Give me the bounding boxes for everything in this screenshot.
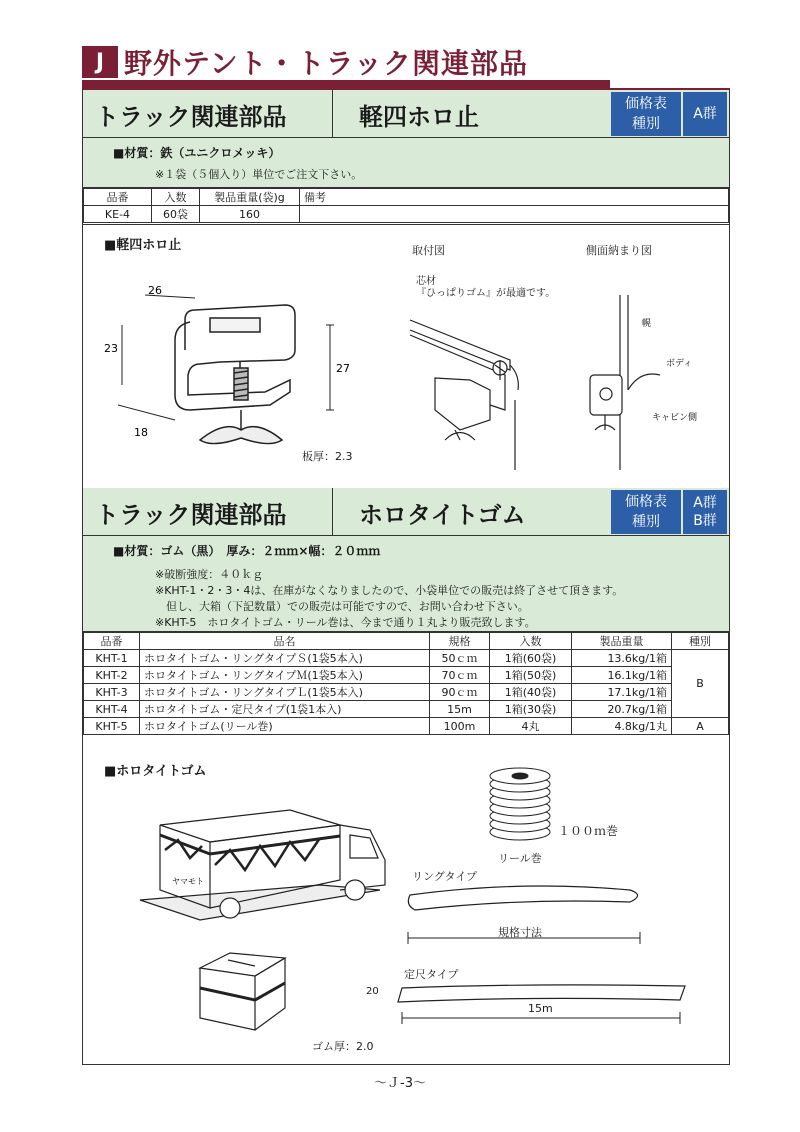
table-row bbox=[84, 684, 729, 701]
table-cell: 1箱(60袋) bbox=[490, 650, 572, 667]
col-header: 規格 bbox=[430, 633, 490, 650]
section2-header bbox=[83, 488, 729, 536]
table-row bbox=[84, 667, 729, 684]
fixed-width: 20 bbox=[366, 986, 379, 997]
col-header: 製品重量(袋)g bbox=[200, 189, 300, 206]
col-header: 入数 bbox=[490, 633, 572, 650]
group-b-label: B群 bbox=[693, 513, 717, 529]
section2-drawing-title: ■ホロタイトゴム bbox=[104, 764, 207, 779]
table-cell: KHT-5 bbox=[84, 718, 140, 735]
col-header: 種別 bbox=[672, 633, 729, 650]
truck-illustration bbox=[120, 780, 400, 940]
table-cell: KE-4 bbox=[84, 206, 152, 223]
mount-illustration bbox=[400, 290, 540, 470]
table-cell: 17.1kg/1箱 bbox=[572, 684, 672, 701]
section2-note: ※KHT-1・2・3・4は、在庫がなくなりましたので、小袋単位での販売は終了させて頂きます。 bbox=[155, 584, 624, 597]
table-cell: ホロタイトゴム・リングタイプＬ(1袋5本入) bbox=[140, 684, 430, 701]
table-cell: ホロタイトゴム・リングタイプＭ(1袋5本入) bbox=[140, 667, 430, 684]
section1-price-box bbox=[611, 92, 681, 136]
side-label-2: ボディ bbox=[666, 359, 693, 369]
table-cell: 1箱(30袋) bbox=[490, 701, 572, 718]
table-cell: 1箱(50袋) bbox=[490, 667, 572, 684]
section2-category: トラック関連部品 bbox=[83, 488, 333, 536]
table-cell: 70ｃｍ bbox=[430, 667, 490, 684]
box-illustration bbox=[190, 948, 300, 1038]
section1-material: ■材質：鉄（ユニクロメッキ） bbox=[113, 146, 281, 160]
ring-type-label: リングタイプ bbox=[412, 870, 478, 883]
section1-header bbox=[83, 90, 729, 138]
section2-material-band bbox=[83, 536, 729, 632]
col-header: 製品重量 bbox=[572, 633, 672, 650]
dim-width: 26 bbox=[148, 284, 162, 297]
table-cell: 160 bbox=[200, 206, 300, 223]
table-row bbox=[84, 701, 729, 718]
price-label: 価格表 bbox=[625, 494, 667, 510]
page-number: ～Ｊ-3～ bbox=[374, 1076, 426, 1091]
section2-material: ■材質：ゴム（黒） 厚み：２ｍｍ×幅：２０ｍｍ bbox=[113, 544, 381, 558]
table-cell: KHT-2 bbox=[84, 667, 140, 684]
section2-price-box bbox=[611, 490, 681, 534]
section1-note: ※１袋（５個入り）単位でご注文下さい。 bbox=[155, 168, 363, 181]
table-cell: KHT-3 bbox=[84, 684, 140, 701]
col-header: 備考 bbox=[300, 189, 729, 206]
table-cell: ホロタイトゴム・定尺タイプ(1袋1本入) bbox=[140, 701, 430, 718]
table-cell: 4.8kg/1丸 bbox=[572, 718, 672, 735]
mount-title: 取付図 bbox=[412, 244, 445, 257]
table-cell: 20.7kg/1箱 bbox=[572, 701, 672, 718]
side-illustration bbox=[580, 290, 730, 470]
fixed-length: 15m bbox=[528, 1002, 553, 1015]
col-header: 品番 bbox=[84, 633, 140, 650]
table-row bbox=[84, 206, 729, 223]
section1-drawing-title: ■軽四ホロ止 bbox=[104, 238, 182, 253]
dim-total: 27 bbox=[336, 362, 350, 375]
section2-note: ※KHT-5 ホロタイトゴム・リール巻は、今まで通り１丸より販売致します。 bbox=[155, 616, 536, 629]
side-label-3: キャビン側 bbox=[652, 413, 698, 423]
table-cell: 15m bbox=[430, 701, 490, 718]
category-badge: J bbox=[82, 46, 118, 78]
table-cell: ホロタイトゴム・リングタイプＳ(1袋5本入) bbox=[140, 650, 430, 667]
side-title: 側面納まり図 bbox=[586, 244, 652, 257]
table-cell: 60袋 bbox=[152, 206, 200, 223]
table-cell: 1箱(40袋) bbox=[490, 684, 572, 701]
rubber-thickness: ゴム厚：2.0 bbox=[312, 1040, 374, 1053]
table-cell-group: A bbox=[672, 718, 729, 735]
reel-illustration bbox=[480, 762, 560, 842]
group-a-label: A群 bbox=[693, 495, 717, 511]
ring-dim-label: 規格寸法 bbox=[498, 926, 542, 939]
table-cell: 16.1kg/1箱 bbox=[572, 667, 672, 684]
mount-note-2: 『ひっぱりゴム』が最適です。 bbox=[416, 288, 556, 299]
section2-note: 但し、大箱（下記数量）での販売は可能ですので、お問い合わせ下さい。 bbox=[155, 600, 529, 613]
page-title: 野外テント・トラック関連部品 bbox=[124, 47, 529, 80]
section2-note: ※破断強度：４０ｋｇ bbox=[155, 568, 264, 581]
table-cell: 13.6kg/1箱 bbox=[572, 650, 672, 667]
table-row bbox=[84, 650, 729, 667]
plate-thickness: 板厚：2.3 bbox=[302, 450, 353, 463]
section2-name: ホロタイトゴム bbox=[359, 500, 526, 529]
col-header: 品名 bbox=[140, 633, 430, 650]
section2-spec-table bbox=[83, 632, 729, 735]
section1-group-box bbox=[683, 92, 727, 136]
table-cell bbox=[300, 206, 729, 223]
section1-category: トラック関連部品 bbox=[83, 90, 333, 138]
table-cell: 4丸 bbox=[490, 718, 572, 735]
col-header: 品番 bbox=[84, 189, 152, 206]
table-row bbox=[84, 718, 729, 735]
truck-brand-text: ヤマモト bbox=[172, 877, 204, 886]
dim-height: 23 bbox=[104, 342, 118, 355]
section1-spec-table bbox=[83, 188, 729, 223]
side-label-1: 幌 bbox=[642, 319, 652, 329]
reel-label: リール巻 bbox=[498, 852, 542, 865]
mount-note-1: 芯材 bbox=[416, 276, 436, 287]
table-cell: KHT-4 bbox=[84, 701, 140, 718]
col-header: 入数 bbox=[152, 189, 200, 206]
section1-name: 軽四ホロ止 bbox=[359, 102, 479, 131]
dim-depth: 18 bbox=[134, 426, 148, 439]
price-label: 価格表 bbox=[625, 96, 667, 112]
fixed-type-label: 定尺タイプ bbox=[404, 968, 459, 981]
section2-group-box bbox=[683, 490, 727, 534]
table-cell: KHT-1 bbox=[84, 650, 140, 667]
header-rule bbox=[82, 80, 610, 88]
table-cell-group: B bbox=[672, 650, 729, 718]
section1-material-band bbox=[83, 138, 729, 188]
price-type-label: 種別 bbox=[632, 116, 660, 132]
table-cell: 100m bbox=[430, 718, 490, 735]
group-a-label: A群 bbox=[693, 106, 717, 122]
table-cell: 50ｃｍ bbox=[430, 650, 490, 667]
reel-length: １００ｍ巻 bbox=[558, 824, 619, 838]
table-cell: ホロタイトゴム(リール巻) bbox=[140, 718, 430, 735]
table-cell: 90ｃｍ bbox=[430, 684, 490, 701]
divider bbox=[83, 224, 729, 225]
price-type-label: 種別 bbox=[632, 514, 660, 530]
